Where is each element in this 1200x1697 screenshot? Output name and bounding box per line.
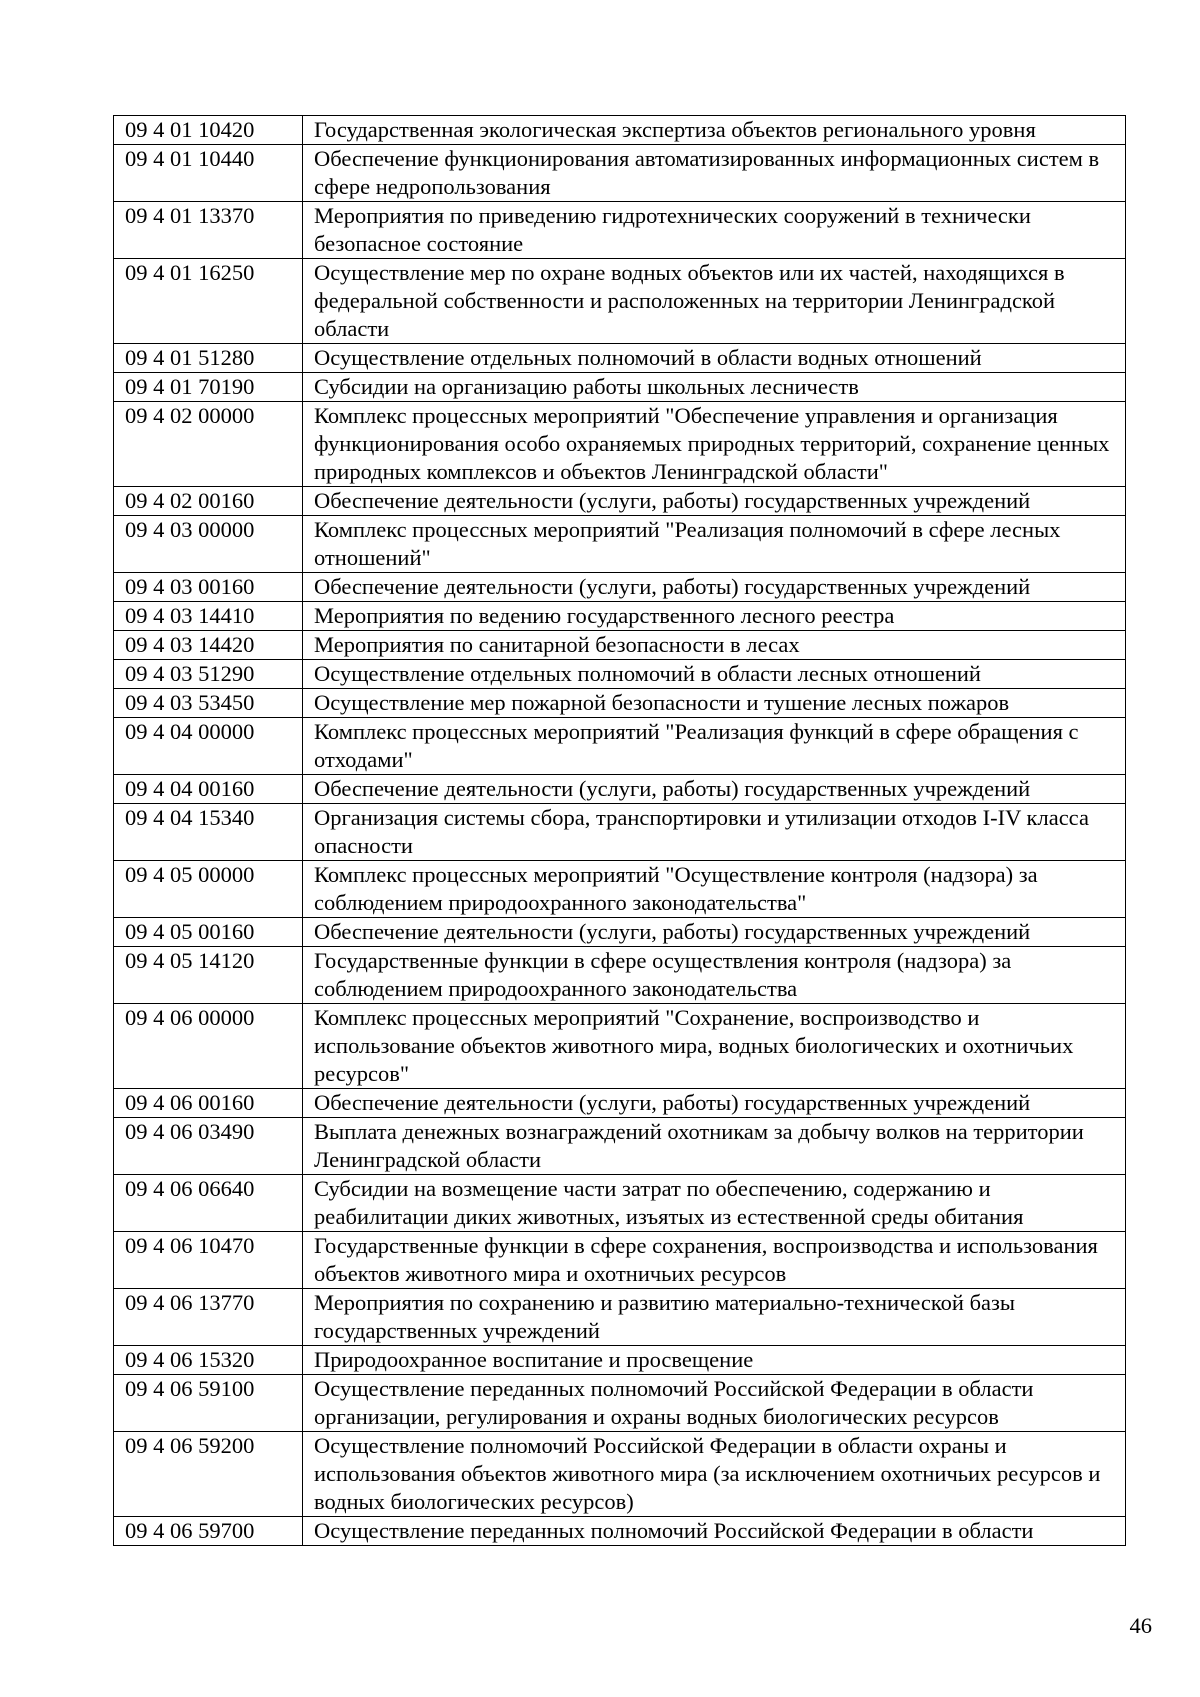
budget-code-cell: 09 4 06 15320	[114, 1346, 303, 1375]
table-row	[114, 602, 1126, 631]
budget-code-cell: 09 4 06 59200	[114, 1432, 303, 1517]
budget-code-cell: 09 4 03 14410	[114, 602, 303, 631]
budget-code-cell: 09 4 06 06640	[114, 1175, 303, 1232]
budget-code-cell: 09 4 06 00160	[114, 1089, 303, 1118]
description-cell: Выплата денежных вознаграждений охотникам за добычу волков на территории Ленинградской области	[303, 1118, 1126, 1175]
description-cell: Государственные функции в сфере сохранения, воспроизводства и использования объектов животного мира и охотничьих ресурсов	[303, 1232, 1126, 1289]
table-row	[114, 116, 1126, 145]
table-row	[114, 1289, 1126, 1346]
table-row	[114, 918, 1126, 947]
table-row	[114, 1346, 1126, 1375]
budget-code-cell: 09 4 06 10470	[114, 1232, 303, 1289]
table-row	[114, 487, 1126, 516]
description-cell: Осуществление полномочий Российской Федерации в области охраны и использования объектов животного мира (за исключением охотничьих ресурсов и водных биологических ресурсов)	[303, 1432, 1126, 1517]
budget-code-cell: 09 4 06 00000	[114, 1004, 303, 1089]
table-row	[114, 373, 1126, 402]
budget-code-cell: 09 4 01 13370	[114, 202, 303, 259]
description-cell: Обеспечение деятельности (услуги, работы) государственных учреждений	[303, 487, 1126, 516]
budget-code-cell: 09 4 05 00160	[114, 918, 303, 947]
description-cell: Обеспечение деятельности (услуги, работы) государственных учреждений	[303, 573, 1126, 602]
budget-code-cell: 09 4 05 14120	[114, 947, 303, 1004]
budget-code-cell: 09 4 01 10420	[114, 116, 303, 145]
budget-code-cell: 09 4 06 59100	[114, 1375, 303, 1432]
table-row	[114, 1232, 1126, 1289]
table-row	[114, 1004, 1126, 1089]
table-body	[114, 116, 1126, 1546]
description-cell: Комплекс процессных мероприятий "Сохранение, воспроизводство и использование объектов животного мира, водных биологических и охотничьих ресурсов"	[303, 1004, 1126, 1089]
table-row	[114, 804, 1126, 861]
description-cell: Комплекс процессных мероприятий "Реализация полномочий в сфере лесных отношений"	[303, 516, 1126, 573]
table-row	[114, 861, 1126, 918]
description-cell: Осуществление отдельных полномочий в области лесных отношений	[303, 660, 1126, 689]
table-row	[114, 1089, 1126, 1118]
budget-code-cell: 09 4 02 00000	[114, 402, 303, 487]
description-cell: Природоохранное воспитание и просвещение	[303, 1346, 1126, 1375]
table-row	[114, 516, 1126, 573]
budget-code-cell: 09 4 05 00000	[114, 861, 303, 918]
table-row	[114, 1517, 1126, 1546]
description-cell: Комплекс процессных мероприятий "Обеспечение управления и организация функционирования особо охраняемых природных территорий, сохранение ценных природных комплексов и объектов Ленинградской области"	[303, 402, 1126, 487]
budget-code-cell: 09 4 03 51290	[114, 660, 303, 689]
description-cell: Государственная экологическая экспертиза объектов регионального уровня	[303, 116, 1126, 145]
description-cell: Комплекс процессных мероприятий "Осуществление контроля (надзора) за соблюдением природоохранного законодательства"	[303, 861, 1126, 918]
budget-code-cell: 09 4 03 00000	[114, 516, 303, 573]
description-cell: Обеспечение деятельности (услуги, работы) государственных учреждений	[303, 918, 1126, 947]
description-cell: Мероприятия по санитарной безопасности в лесах	[303, 631, 1126, 660]
budget-code-cell: 09 4 04 00000	[114, 718, 303, 775]
table-row	[114, 259, 1126, 344]
budget-code-cell: 09 4 01 10440	[114, 145, 303, 202]
budget-code-cell: 09 4 03 53450	[114, 689, 303, 718]
budget-codes-table	[113, 115, 1126, 1546]
description-cell: Мероприятия по ведению государственного лесного реестра	[303, 602, 1126, 631]
description-cell: Субсидии на возмещение части затрат по обеспечению, содержанию и реабилитации диких животных, изъятых из естественной среды обитания	[303, 1175, 1126, 1232]
description-cell: Государственные функции в сфере осуществления контроля (надзора) за соблюдением природоохранного законодательства	[303, 947, 1126, 1004]
budget-code-cell: 09 4 02 00160	[114, 487, 303, 516]
table-row	[114, 1432, 1126, 1517]
budget-code-cell: 09 4 03 00160	[114, 573, 303, 602]
table-row	[114, 947, 1126, 1004]
table-row	[114, 660, 1126, 689]
table-row	[114, 689, 1126, 718]
table-row	[114, 202, 1126, 259]
description-cell: Обеспечение деятельности (услуги, работы) государственных учреждений	[303, 1089, 1126, 1118]
table-row	[114, 631, 1126, 660]
table-row	[114, 718, 1126, 775]
table-row	[114, 344, 1126, 373]
description-cell: Мероприятия по приведению гидротехнических сооружений в технически безопасное состояние	[303, 202, 1126, 259]
description-cell: Осуществление отдельных полномочий в области водных отношений	[303, 344, 1126, 373]
budget-code-cell: 09 4 03 14420	[114, 631, 303, 660]
table-row	[114, 775, 1126, 804]
budget-code-cell: 09 4 04 00160	[114, 775, 303, 804]
budget-code-cell: 09 4 04 15340	[114, 804, 303, 861]
description-cell: Организация системы сбора, транспортировки и утилизации отходов I-IV класса опасности	[303, 804, 1126, 861]
table-row	[114, 1375, 1126, 1432]
description-cell: Осуществление мер пожарной безопасности и тушение лесных пожаров	[303, 689, 1126, 718]
description-cell: Обеспечение функционирования автоматизированных информационных систем в сфере недропользования	[303, 145, 1126, 202]
table-row	[114, 145, 1126, 202]
description-cell: Мероприятия по сохранению и развитию материально-технической базы государственных учреждений	[303, 1289, 1126, 1346]
table-row	[114, 1175, 1126, 1232]
table-row	[114, 573, 1126, 602]
budget-code-cell: 09 4 06 59700	[114, 1517, 303, 1546]
description-cell: Осуществление мер по охране водных объектов или их частей, находящихся в федеральной собственности и расположенных на территории Ленинградской области	[303, 259, 1126, 344]
budget-code-cell: 09 4 01 51280	[114, 344, 303, 373]
description-cell: Обеспечение деятельности (услуги, работы) государственных учреждений	[303, 775, 1126, 804]
budget-code-cell: 09 4 06 13770	[114, 1289, 303, 1346]
budget-code-cell: 09 4 01 70190	[114, 373, 303, 402]
description-cell: Субсидии на организацию работы школьных лесничеств	[303, 373, 1126, 402]
budget-code-cell: 09 4 01 16250	[114, 259, 303, 344]
budget-code-cell: 09 4 06 03490	[114, 1118, 303, 1175]
table-row	[114, 1118, 1126, 1175]
description-cell: Комплекс процессных мероприятий "Реализация функций в сфере обращения с отходами"	[303, 718, 1126, 775]
description-cell: Осуществление переданных полномочий Российской Федерации в области организации, регулирования и охраны водных биологических ресурсов	[303, 1375, 1126, 1432]
description-cell: Осуществление переданных полномочий Российской Федерации в области	[303, 1517, 1126, 1546]
page-number: 46	[1129, 1613, 1152, 1638]
table-row	[114, 402, 1126, 487]
